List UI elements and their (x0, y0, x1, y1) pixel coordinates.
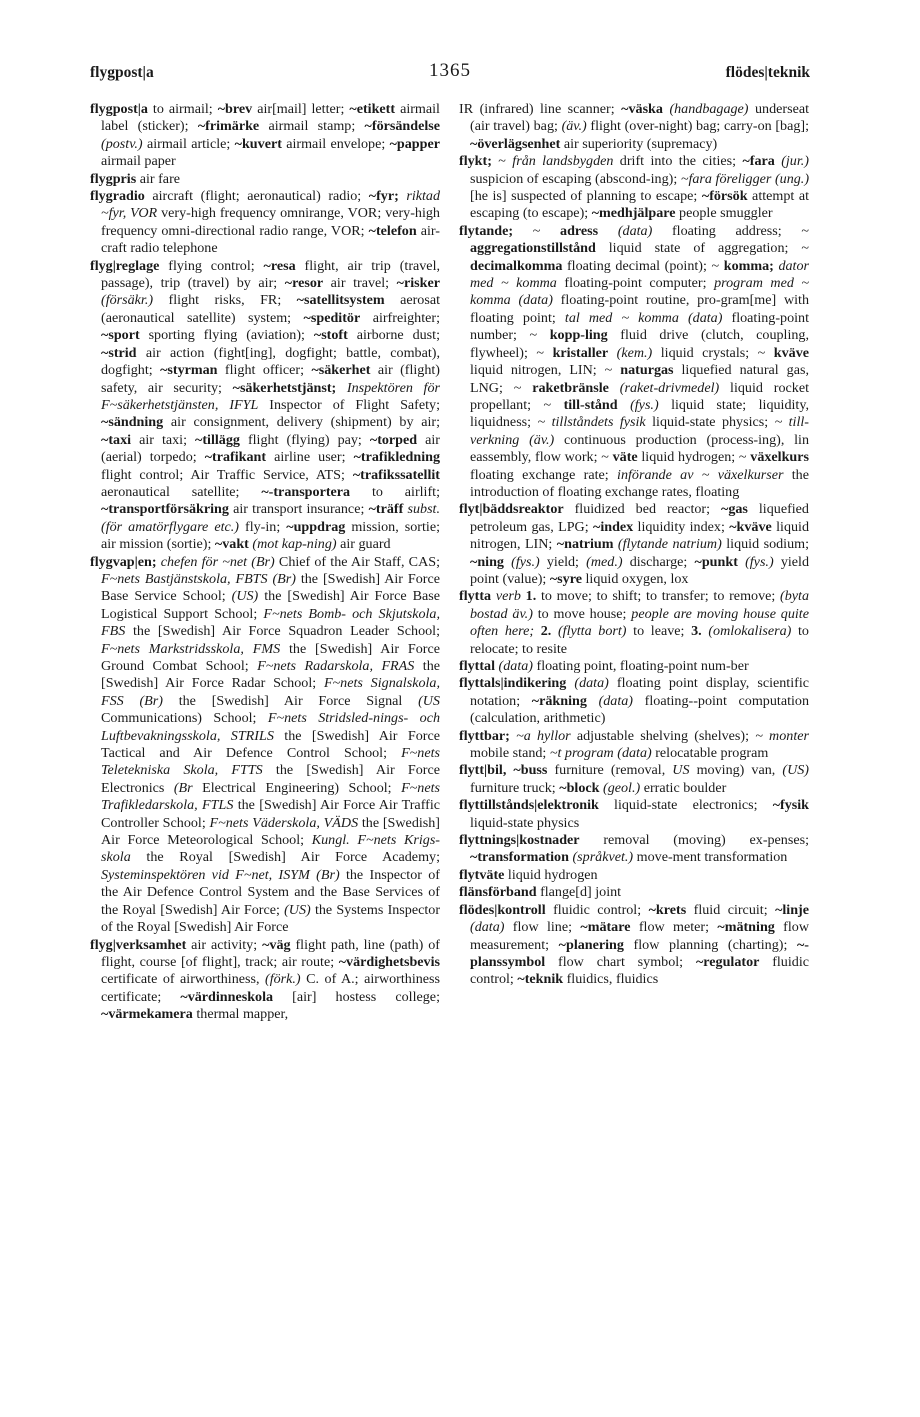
dictionary-entry: flytväte liquid hydrogen (459, 866, 598, 883)
dictionary-entry: flyt|bäddsreaktor fluidized bed reactor; ~gas liquefied petroleum gas, LPG; ~index liquidity index; ~kväve liquid nitrogen, LIN; ~natrium (flytande natrium) liquid sodium; ~ning (fys.) yield; (med.) discharge; ~punkt (fys.) yield point (value); ~syre liquid oxygen, lox (459, 501, 809, 587)
dictionary-entry: flyg|verksamhet air activity; ~väg flight path, line (path) of flight, course [of flight], track; air route; ~värdighetsbevis certificate of airworthiness, (förk.) C. of A.; airworthiness certificate; ~värdinneskola [air] hostess college; ~värmekamera thermal mapper, (90, 936, 441, 1023)
dictionary-entry: flygradio aircraft (flight; aeronautical) radio; ~fyr; riktad ~fyr, VOR very-high frequency omnirange, VOR; very-high frequency omni-directional radio range, VOR; ~telefon air-craft radio telephone (90, 188, 440, 257)
dictionary-entry: flygpris air fare (90, 170, 181, 187)
dictionary-entry: flygvap|en; chefen för ~net (Br) Chief of the Air Staff, CAS; F~nets Bastjänstskola, FBTS (Br) the [Swedish] Air Force Base Service School; (US) the [Swedish] Air Force Base Logistical Support School; F~nets Bomb- och Skjutskola, FBS the [Swedish] Air Force Squadron Leader School; F~nets Markstridsskola, FMS the [Swedish] Air Force Ground Combat School; F~nets Radarskola, FRAS the [Swedish] Air Force Radar School; F~nets Signalskola, FSS (Br) the [Swedish] Air Force Signal (US Communications) School; F~nets Stridsled-nings- och Luftbevakningsskola, STRILS the [Swedish] Air Force Tactical and Air Defence Control School; F~nets Teletekniska Skola, FTTS the [Swedish] Air Force Electronics (Br Electrical Engineering) School; F~nets Trafikledarskola, FTLS the [Swedish] Air Force Air Traffic Controller School; F~nets Väderskola, VÄDS the [Swedish] Air Force Meteorological School; Kungl. F~nets Krigs-skola the Royal [Swedish] Air Force Academy; Systeminspektören vid F~net, ISYM (Br) the Inspector of the Air Defence Control System and the Base Services of the Royal [Swedish] Air Force; (US) the Systems Inspector of the Royal [Swedish] Air Force (90, 553, 441, 936)
dictionary-entry: flyg|reglage flying control; ~resa flight, air trip (travel, passage), trip (travel) by air; ~resor air travel; ~risker (försäkr.) flight risks, FR; ~satellitsystem aerosat (aeronautical satellite) system; ~speditör airfreighter; ~sport sporting flying (aviation); ~stoft airborne dust; ~strid air action (fight[ing], dogfight; battle, combat), dogfight; ~styrman flight officer; ~säkerhet air (flight) safety, air security; ~säkerhetstjänst; Inspektören för F~säkerhetstjänsten, IFYL Inspector of Flight Safety; ~sändning air consignment, delivery (shipment) by air; ~taxi air taxi; ~tillägg flight (flying) pay; ~torped air (aerial) torpedo; ~trafikant airline user; ~trafikledning flight control; Air Traffic Service, ATS; ~trafikssatellit aeronautical satellite; ~-transportera to airlift; ~transportförsäkring air transport insurance; ~träff subst. (för amatörflygare etc.) fly-in; ~uppdrag mission, sortie; air mission (sortie); ~vakt (mot kap-ning) air guard (90, 257, 441, 553)
dictionary-entry: flyttillstånds|elektronik liquid-state electronics; ~fysik liquid-state physics (459, 797, 809, 831)
dictionary-entry: flytta verb 1. to move; to shift; to transfer; to remove; (byta bostad äv.) to move house; people are moving house quite often here; 2. (flytta bort) to leave; 3. (omlokalisera) to relocate; to resite (459, 588, 809, 657)
dictionary-entry: flyttals|indikering (data) floating point display, scientific notation; ~räkning (data) floating--point computation (calculation, arithmetic) (459, 675, 809, 727)
dictionary-entry: IR (infrared) line scanner; ~väska (handbagage) underseat (air travel) bag; (äv.) flight (over-night) bag; carry-on [bag]; ~överlägsenhet air superiority (supremacy) (459, 101, 810, 152)
dictionary-entry: flänsförband flange[d] joint (459, 884, 622, 901)
dictionary-entry: flytande; ~ adress (data) floating address; ~ aggregationstillstånd liquid state of aggregation; ~ decimalkomma floating decimal (point); ~ komma; dator med ~ komma floating-point computer; program med ~ komma (data) floating-point routine, pro-gram[me] with floating point; tal med ~ komma (data) floating-point number; ~ kopp-ling fluid drive (clutch, coupling, flywheel); ~ kristaller (kem.) liquid crystals; ~ kväve liquid nitrogen, LIN; ~ naturgas liquefied natural gas, LNG; ~ raketbränsle (raket-drivmedel) liquid rocket propellant; ~ till-stånd (fys.) liquid state; liquidity, liquidness; ~ tillståndets fysik liquid-state physics; ~ till-verkning (äv.) continuous production (process-ing), lin eassembly, flow work; ~ väte liquid hydrogen; ~ växelkurs floating exchange rate; införande av ~ växelkurser the introduction of floating exchange rates, floating (459, 222, 810, 500)
dictionary-entry: flyttnings|kostnader removal (moving) ex-penses; ~transformation (språkvet.) move-ment transformation (459, 832, 809, 866)
dictionary-entry: flyttbar; ~a hyllor adjustable shelving (shelves); ~ monter mobile stand; ~t program (data) relocatable program (459, 727, 809, 762)
left-column (90, 101, 440, 1024)
dictionary-entry: flyttal (data) floating point, floating-point num-ber (459, 658, 749, 674)
dictionary-entry: flytt|bil, ~buss furniture (removal, US moving) van, (US) furniture truck; ~block (geol.) erratic boulder (459, 762, 809, 796)
page-header (90, 60, 810, 90)
left-guide-word: flygpost|a (90, 64, 154, 81)
dictionary-entry: flygpost|a to airmail; ~brev air[mail] letter; ~etikett airmail label (sticker); ~frimärke airmail stamp; ~försändelse (postv.) airmail article; ~kuvert airmail envelope; ~papper airmail paper (90, 101, 440, 170)
right-column (459, 101, 809, 989)
right-guide-word: flödes|teknik (725, 64, 810, 81)
dictionary-entry: flykt; ~ från landsbygden drift into the cities; ~fara (jur.) suspicion of escaping (abscond-ing); ~fara föreligger (ung.) [he is] suspected of planning to escape; ~försök attempt at escaping (to escape); ~medhjälpare people smuggler (459, 153, 810, 222)
page-number: 1365 (429, 60, 471, 81)
dictionary-entry: flödes|kontroll fluidic control; ~krets fluid circuit; ~linje (data) flow line; ~mätare flow meter; ~mätning flow measurement; ~planering flow planning (charting); ~-planssymbol flow chart symbol; ~regulator fluidic control; ~teknik fluidics, fluidics (459, 901, 810, 988)
